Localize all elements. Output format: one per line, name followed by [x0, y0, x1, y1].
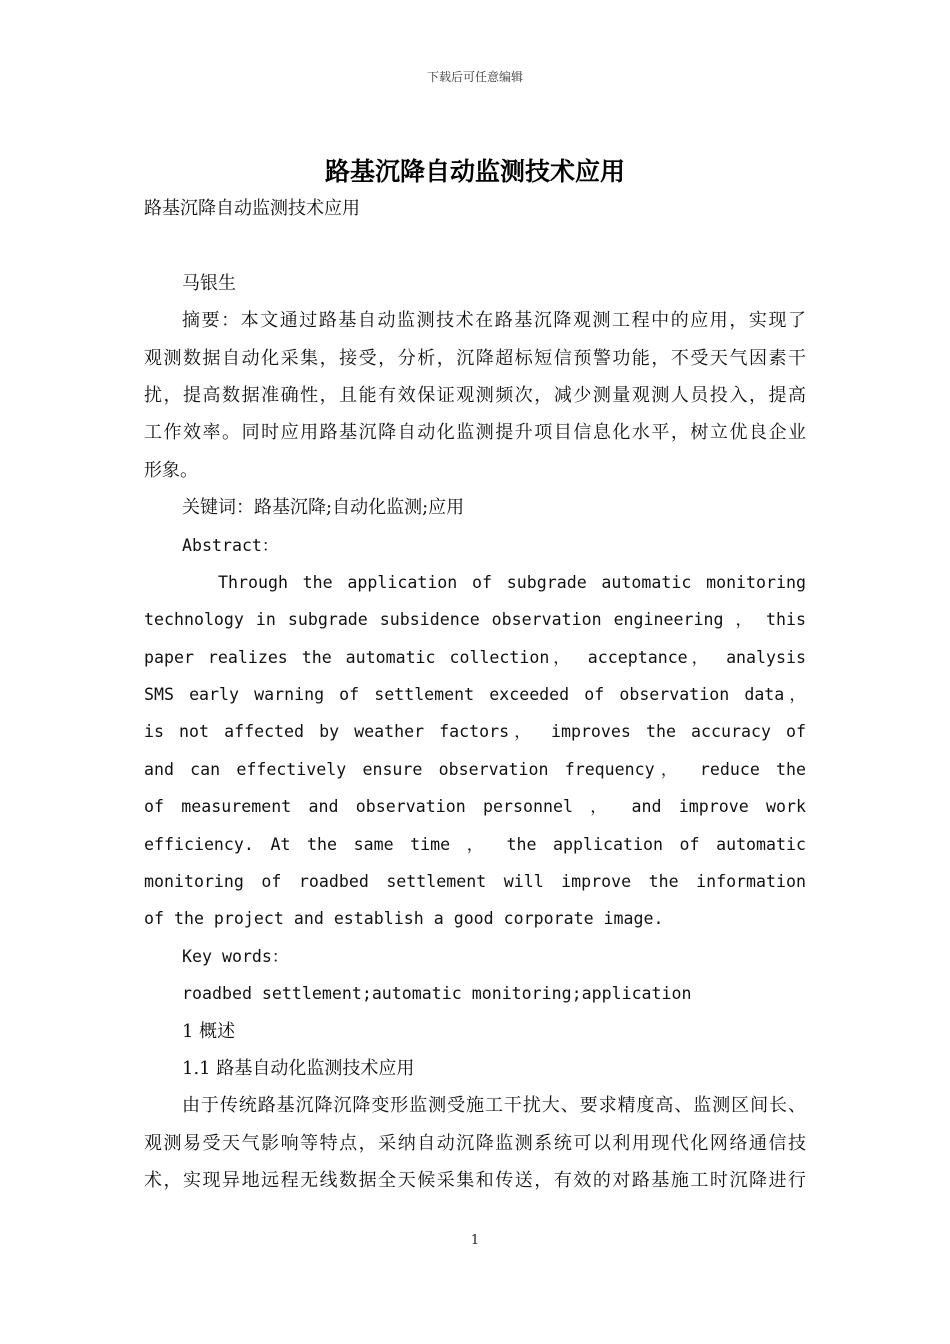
blank-line [144, 227, 806, 264]
abstract-en-label: Abstract： [182, 535, 279, 555]
section-heading-1-1: 1.1 路基自动化监测技术应用 [182, 1057, 415, 1079]
section-heading-1: 1 概述 [182, 1020, 236, 1042]
abstract-en-line: Through the application of subgrade automatic monitoring [218, 572, 806, 592]
keywords-en-label: Key words： [182, 946, 289, 966]
subtitle: 路基沉降自动监测技术应用 [144, 198, 360, 219]
body-text-line: 观测易受天气影响等特点，采纳自动沉降监测系统可以利用现代化网络通信技 [144, 1132, 806, 1154]
abstract-cn-line: 观测数据自动化采集，接受，分析，沉降超标短信预警功能，不受天气因素干 [144, 347, 806, 369]
abstract-cn-line: 工作效率。同时应用路基沉降自动化监测提升项目信息化水平，树立优良企业 [144, 422, 806, 444]
keywords-cn: 关键词：路基沉降;自动化监测;应用 [182, 497, 465, 519]
author: 马银生 [182, 272, 236, 294]
abstract-en-line: of measurement and observation personnel ， and improve work [144, 797, 806, 817]
abstract-en-line: is not affected by weather factors， improves the accuracy of [144, 722, 806, 742]
abstract-en-line: efficiency. At the same time ， the application of automatic [144, 834, 806, 854]
abstract-cn-line: 摘要：本文通过路基自动监测技术在路基沉降观测工程中的应用，实现了 [182, 310, 806, 332]
header-note: 下载后可任意编辑 [426, 70, 523, 84]
abstract-en-line: technology in subgrade subsidence observation engineering ， this [144, 610, 806, 630]
document-body [144, 190, 806, 1200]
body-text-line: 术，实现异地远程无线数据全天候采集和传送，有效的对路基施工时沉降进行 [144, 1170, 806, 1192]
body-text-line: 由于传统路基沉降沉降变形监测受施工干扰大、要求精度高、监测区间长、 [182, 1095, 806, 1117]
abstract-en-line: monitoring of roadbed settlement will improve the information [144, 872, 806, 892]
page-number: 1 [470, 1233, 480, 1248]
abstract-cn-line: 扰，提高数据准确性，且能有效保证观测频次，减少测量观测人员投入，提高 [144, 384, 806, 406]
keywords-en: roadbed settlement;automatic monitoring;application [182, 984, 692, 1004]
abstract-en-line: of the project and establish a good corporate image. [144, 909, 664, 929]
abstract-en-line: paper realizes the automatic collection， acceptance， analysis [144, 647, 806, 667]
abstract-en-line: and can effectively ensure observation frequency， reduce the [144, 759, 806, 779]
document-title: 路基沉降自动监测技术应用 [324, 157, 625, 186]
abstract-cn-line: 形象。 [144, 459, 198, 481]
abstract-en-line: SMS early warning of settlement exceeded of observation data， [144, 685, 806, 705]
